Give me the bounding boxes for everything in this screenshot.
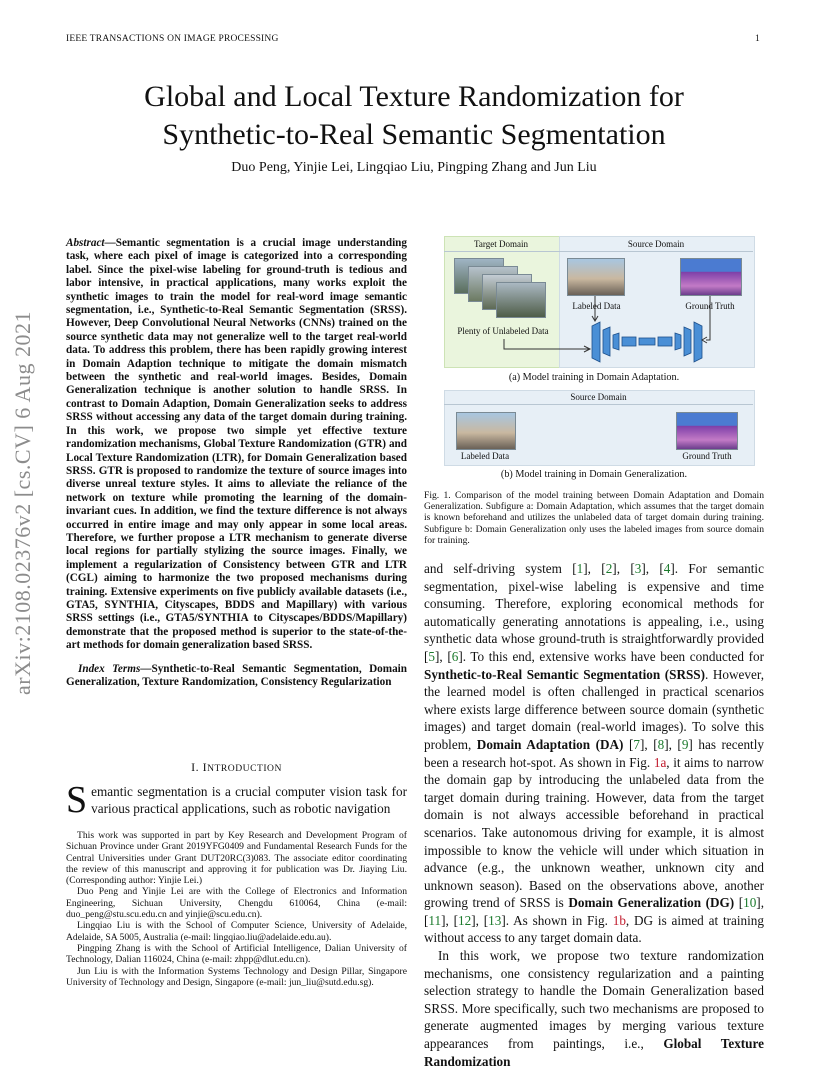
citation-link[interactable]: 4 [663, 561, 671, 576]
citation-link[interactable]: 5 [428, 648, 435, 664]
citation-link[interactable]: 8 [657, 736, 665, 752]
figure-caption: Fig. 1. Comparison of the model training between Domain Adaptation and Domain Generalization. Subfigure a: Domain Adaptation, which assumes that the target domain is known beforehand and utilizes the unlabeled data of target domain during training. Subfigure b: Domain Generalization only uses the labeled images from source domain for training. [424, 490, 764, 546]
source-domain-label-b: Source Domain [570, 392, 627, 402]
labeled-data-label-b: Labeled Data [460, 451, 510, 461]
citation-link[interactable]: 1 [576, 561, 584, 576]
index-terms-label: Index Terms [78, 662, 141, 675]
citation-link[interactable]: 6 [451, 648, 459, 664]
authors: Duo Peng, Yinjie Lei, Lingqiao Liu, Pingping Zhang and Jun Liu [231, 160, 597, 175]
arxiv-stamp: arXiv:2108.02376v2 [cs.CV] 6 Aug 2021 [10, 311, 35, 695]
drop-cap: S [66, 779, 88, 821]
intro-text: emantic segmentation is a crucial computer vision task for various practical applications, such as robotic navigation [91, 784, 407, 816]
index-terms-text: —Synthetic-to-Real Semantic Segmentation, Domain Generalization, Texture Randomization, Consistency Regularization [66, 662, 407, 688]
footnote-affil-2: Lingqiao Liu is with the School of Computer Science, University of Adelaide, Adelaide, SA 5005, Australia (e-mail: lingqiao.liu@adelaide.edu.au). [66, 920, 407, 943]
paper-title-line-2: Synthetic-to-Real Semantic Segmentation [162, 118, 666, 151]
right-column-text [424, 560, 764, 1070]
subfigure-a-caption: (a) Model training in Domain Adaptation. [508, 372, 680, 383]
ground-truth-label-a: Ground Truth [685, 301, 735, 311]
citation-link[interactable]: 13 [488, 912, 502, 928]
source-labeled-image-b [456, 412, 516, 450]
subfigure-b-caption: (b) Model training in Domain Generalization. [500, 469, 688, 480]
page-number: 1 [755, 34, 760, 44]
section-number: I. [191, 760, 203, 774]
citation-link[interactable]: 11 [428, 912, 442, 928]
figure-link[interactable]: 1b [612, 912, 626, 928]
footnote-affil-3: Pingping Zhang is with the School of Artificial Intelligence, Dalian University of Technology, Dalian 116024, China (e-mail: zhpp@dlut.edu.cn). [66, 942, 407, 966]
citation-link[interactable]: 7 [633, 736, 640, 752]
citation-link[interactable]: 10 [743, 895, 757, 911]
paper-title-line-1: Global and Local Texture Randomization for [144, 80, 684, 113]
ground-truth-image-b [676, 412, 738, 450]
citation-link[interactable]: 2 [605, 561, 613, 576]
citation-link[interactable]: 12 [458, 912, 472, 928]
labeled-data-label-a: Labeled Data [572, 301, 621, 311]
footnote-affil-4: Jun Liu is with the Information Systems Technology and Design Pillar, Singapore University of Technology and Design, Singapore (e-mail: jun_liu@sutd.edu.sg). [66, 965, 407, 988]
figure-1 [424, 236, 764, 486]
figure-link[interactable]: 1a [653, 754, 667, 770]
ground-truth-label-b: Ground Truth [682, 451, 732, 461]
unlabeled-data-label: Plenty of Unlabeled Data [457, 326, 549, 336]
source-domain-label-a: Source Domain [627, 239, 685, 249]
footnote-funding: This work was supported in part by Key Research and Development Program of Sichuan Province under Grant 2019YFG0409 and Fundamental Research Funds for the Central Universities under Grant DUT20RC(3)083. The associate editor coordinating the review of this manuscript and approving it for publication was Dr. Jiaying Liu. (Corresponding author: Yinjie Lei.) [66, 830, 407, 887]
abstract-text: —Semantic segmentation is a crucial image understanding task, where each pixel of image is categorized into a corresponding label. Since the pixel-wise labeling for ground-truth is tedious and labor intensive, in practical applications, many works exploit the synthetic images to train the model for real-word image semantic segmentation, i.e., Synthetic-to-Real Semantic Segmentation (SRSS). However, Deep Convolutional Neural Networks (CNNs) trained on the source synthetic data may not generalize well to the target real-world data. To address this problem, there has been rapidly growing interest in Domain Adaption technique to mitigate the domain mismatch between the synthetic and real-world images. Besides, Domain Generalization technique is another solution to handle SRSS. In contrast to Domain Adaption, Domain Generalization seeks to address SRSS without accessing any data of the target domain during training. In this work, we propose two simple yet effective texture randomization mechanisms, Global Texture Randomization (GTR) and Local Texture Randomization (LTR), for Domain Generalization based SRSS. GTR is proposed to randomize the texture of source images into diverse unreal texture styles. It aims to alleviate the reliance of the network on texture while promoting the learning of the domain-invariant cues. In addition, we find the texture difference is not always occurred in entire image and may only appear in some local areas. Therefore, we further propose a LTR mechanism to generate diverse local regions for partially stylizing the source images. Finally, we implement a regularization of Consistency between GTR and LTR (CGL) aiming to harmonize the two proposed mechanisms during training. Extensive experiments on five publicly available datasets (i.e., GTA5, SYNTHIA, Cityscapes, BDDS and Mapillary) with various SRSS settings (i.e., GTA5/SYNTHIA to Cityscapes/BDDS/Mapillary) demonstrate that the proposed method is superior to the state-of-the-art methods for domain generalization based SRSS. [66, 237, 407, 652]
target-domain-label: Target Domain [474, 239, 528, 249]
abstract [66, 237, 407, 689]
section-title-rest: NTRODUCTION [207, 763, 282, 774]
citation-link[interactable]: 9 [681, 736, 689, 752]
paragraph-1: and self-driving system [1], [2], [3], [4]. For semantic segmentation, pixel-wise labeling is expensive and time consuming. Therefore, exploring economical methods for automatically generating annotations is appealing, i.e., using synthetic data whose ground-truth is straightforwardly provided [5], [6]. To this end, extensive works have been conducted for Synthetic-to-Real Semantic Segmentation (SRSS). However, the learned model is often challenged in practical scenarios where exists large difference between source domain (synthetic images) and target domain (real-world images). To solve this problem, Domain Adaptation (DA) [7], [8], [9] has recently been a research hot-spot. As shown in Fig. 1a, it aims to narrow the domain gap by introducing the unlabeled data from the target domain during training. However, data from the target domain is not always accessible beforehand in practical scenarios. Take autonomous driving for example, it is almost impossible to know the vehicle will under which situation in advance (e.g., the unknown weather, unknown city and unknown season). Based on the observations above, another growing trend of SRSS is Domain Generalization (DG) [10], [11], [12], [13]. As shown in Fig. 1b, DG is aimed at training without access to any target domain data. [424, 561, 765, 946]
citation-link[interactable]: 3 [634, 561, 642, 576]
section-heading [66, 760, 407, 775]
abstract-label: Abstract [66, 237, 105, 249]
journal-header: IEEE TRANSACTIONS ON IMAGE PROCESSING [66, 34, 279, 44]
paragraph-2: In this work, we propose two texture randomization mechanisms, one consistency regularization and a painting selection strategy to handle the Domain Generalization based SRSS. More specifically, such two mechanisms are proposed to generate augmented images by merging various texture appearances from paintings, i.e., Global Texture Randomization [424, 948, 764, 1069]
footnotes [66, 830, 407, 988]
intro-paragraph [66, 779, 407, 821]
section-title-cap: I [202, 760, 208, 774]
footnote-affil-1: Duo Peng and Yinjie Lei are with the College of Electronics and Information Engineering, Sichuan University, Chengdu 610064, China (e-mail: duo_peng@stu.scu.edu.cn and yinjie@scu.edu.cn). [66, 886, 407, 921]
